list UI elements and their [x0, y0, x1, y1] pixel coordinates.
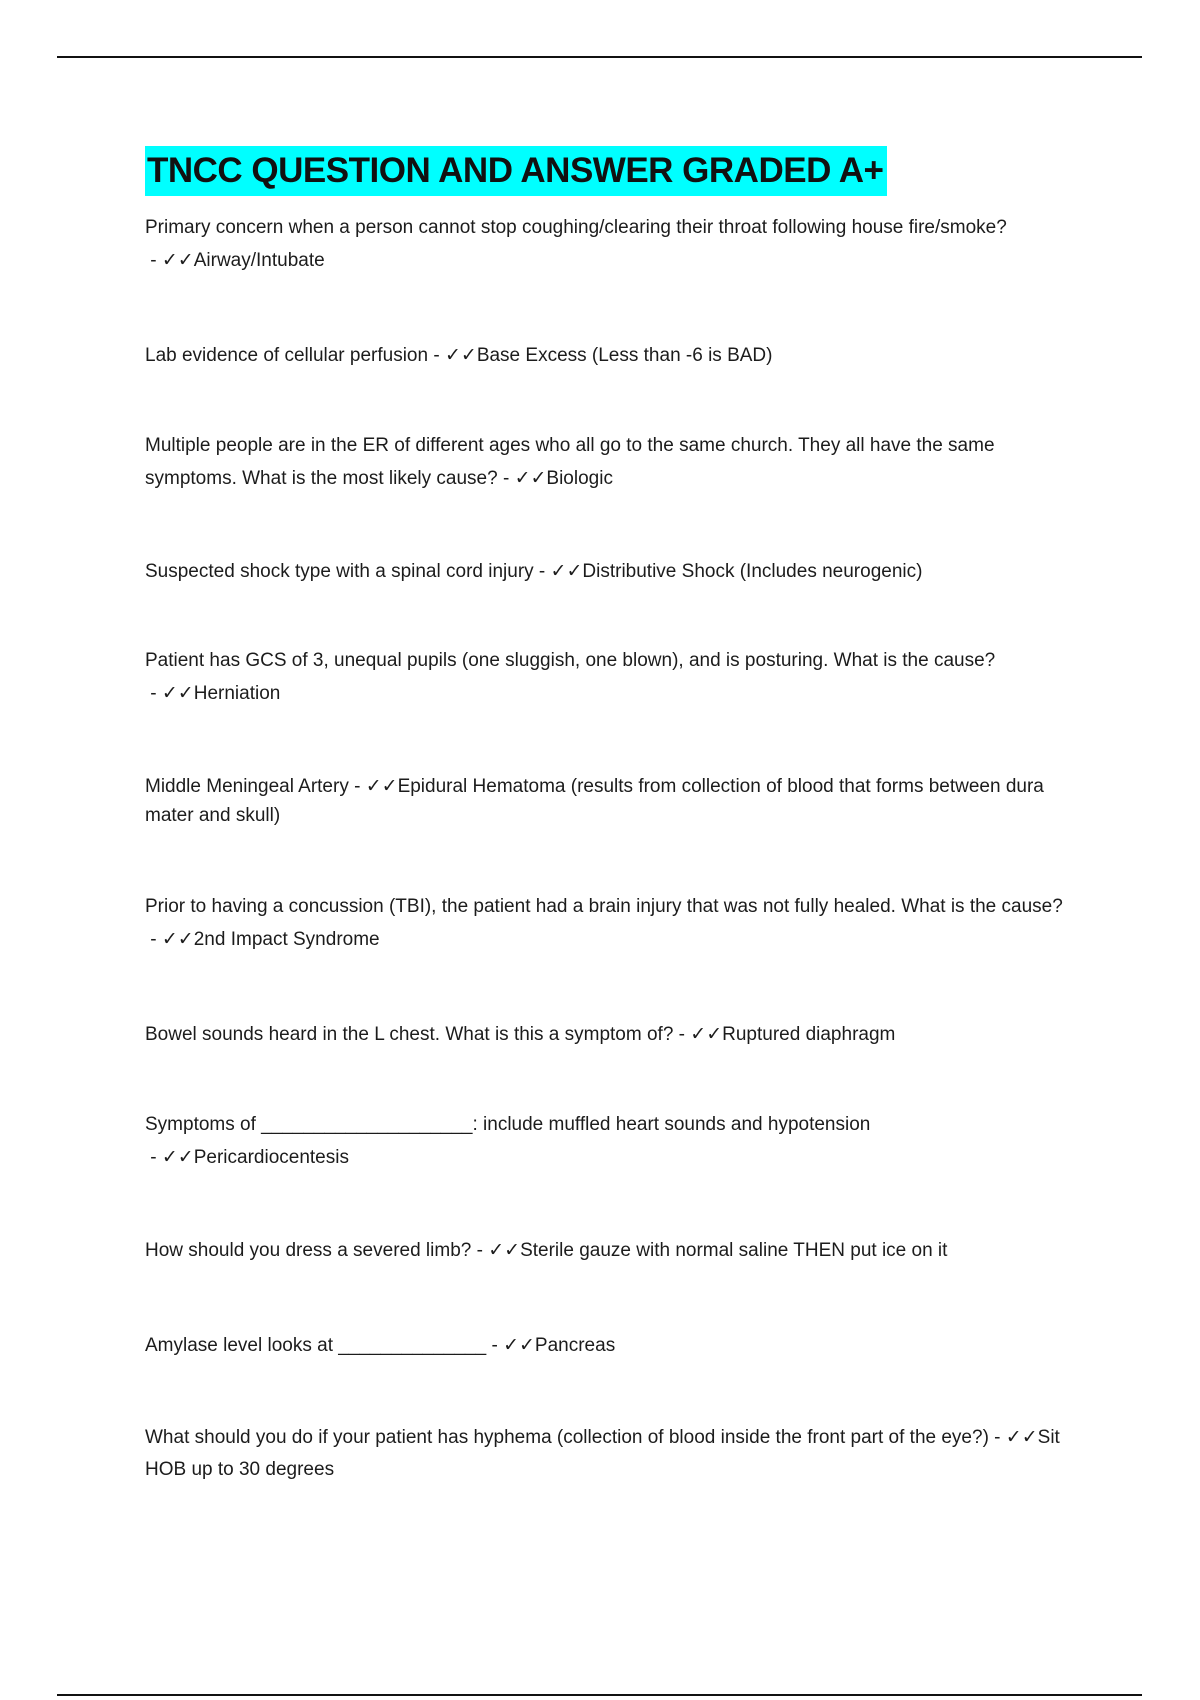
answer-text: Biologic — [546, 468, 613, 489]
qa-item-4 — [145, 555, 1065, 588]
separator: - — [497, 468, 515, 489]
separator: - — [673, 1024, 691, 1045]
answer-text: Airway/Intubate — [193, 250, 325, 271]
check-mark-icon: ✓✓ — [488, 1239, 521, 1261]
check-mark-icon: ✓✓ — [161, 682, 194, 704]
qa-item-11 — [145, 1329, 1065, 1362]
qa-item-10 — [145, 1234, 1065, 1267]
qa-item-5 — [145, 645, 1065, 710]
question-text: Prior to having a concussion (TBI), the patient had a brain injury that was not fully healed. What is the cause? — [145, 896, 1063, 917]
question-text: Primary concern when a person cannot stop coughing/clearing their throat following house fire/smoke? — [145, 217, 1007, 238]
answer-text: Sterile gauze with normal saline THEN put ice on it — [520, 1240, 948, 1261]
qa-item-1 — [145, 212, 1065, 277]
separator: - — [988, 1427, 1006, 1448]
question-text: What should you do if your patient has hyphema (collection of blood inside the front part of the eye?) — [145, 1427, 989, 1448]
answer-text: Herniation — [193, 683, 281, 704]
question-text: Symptoms of ____________________: include muffled heart sounds and hypotension — [145, 1114, 871, 1135]
question-text: Bowel sounds heard in the L chest. What is this a symptom of? — [145, 1024, 674, 1045]
question-text: Multiple people are in the ER of different ages who all go to the same church. They all have the same symptoms. What is the most likely cause? — [145, 435, 995, 489]
qa-item-2 — [145, 339, 1065, 372]
answer-text: 2nd Impact Syndrome — [193, 929, 380, 950]
question-text: Amylase level looks at ______________ — [145, 1335, 487, 1356]
qa-item-3 — [145, 430, 1065, 495]
footer-rule — [57, 1694, 1142, 1696]
question-text: Patient has GCS of 3, unequal pupils (one sluggish, one blown), and is posturing. What is the cause? — [145, 650, 996, 671]
qa-item-8 — [145, 1018, 1065, 1051]
check-mark-icon: ✓✓ — [161, 928, 194, 950]
question-text: Middle Meningeal Artery — [145, 776, 349, 797]
qa-item-7 — [145, 891, 1065, 956]
header-rule — [57, 56, 1142, 58]
answer-text: Epidural Hematoma (results from collection of blood that forms between dura mater and skull) — [145, 776, 1044, 826]
check-mark-icon: ✓✓ — [161, 249, 194, 271]
qa-item-9 — [145, 1109, 1065, 1174]
separator: - — [145, 929, 162, 950]
check-mark-icon: ✓✓ — [514, 467, 547, 489]
question-text: Suspected shock type with a spinal cord injury — [145, 561, 534, 582]
separator: - — [145, 683, 162, 704]
check-mark-icon: ✓✓ — [550, 560, 583, 582]
document-title: TNCC QUESTION AND ANSWER GRADED A+ — [145, 146, 887, 196]
check-mark-icon: ✓✓ — [690, 1023, 723, 1045]
answer-text: Pancreas — [534, 1335, 616, 1356]
question-text: Lab evidence of cellular perfusion — [145, 345, 429, 366]
check-mark-icon: ✓✓ — [444, 344, 477, 366]
separator: - — [348, 776, 366, 797]
answer-text: Distributive Shock (Includes neurogenic) — [582, 561, 923, 582]
check-mark-icon: ✓✓ — [1005, 1426, 1038, 1448]
answer-text: Base Excess (Less than -6 is BAD) — [476, 345, 773, 366]
separator: - — [486, 1335, 504, 1356]
check-mark-icon: ✓✓ — [503, 1334, 535, 1356]
check-mark-icon: ✓✓ — [365, 775, 398, 797]
answer-text: Pericardiocentesis — [193, 1147, 349, 1168]
answer-text: Ruptured diaphragm — [722, 1024, 896, 1045]
qa-item-6 — [145, 772, 1065, 830]
separator: - — [145, 250, 162, 271]
separator: - — [428, 345, 445, 366]
check-mark-icon: ✓✓ — [161, 1146, 194, 1168]
qa-item-12 — [145, 1421, 1065, 1486]
separator: - — [145, 1147, 162, 1168]
answer-text: Sit HOB up to 30 degrees — [145, 1427, 1060, 1480]
separator: - — [533, 561, 551, 582]
question-text: How should you dress a severed limb? — [145, 1240, 472, 1261]
separator: - — [471, 1240, 489, 1261]
